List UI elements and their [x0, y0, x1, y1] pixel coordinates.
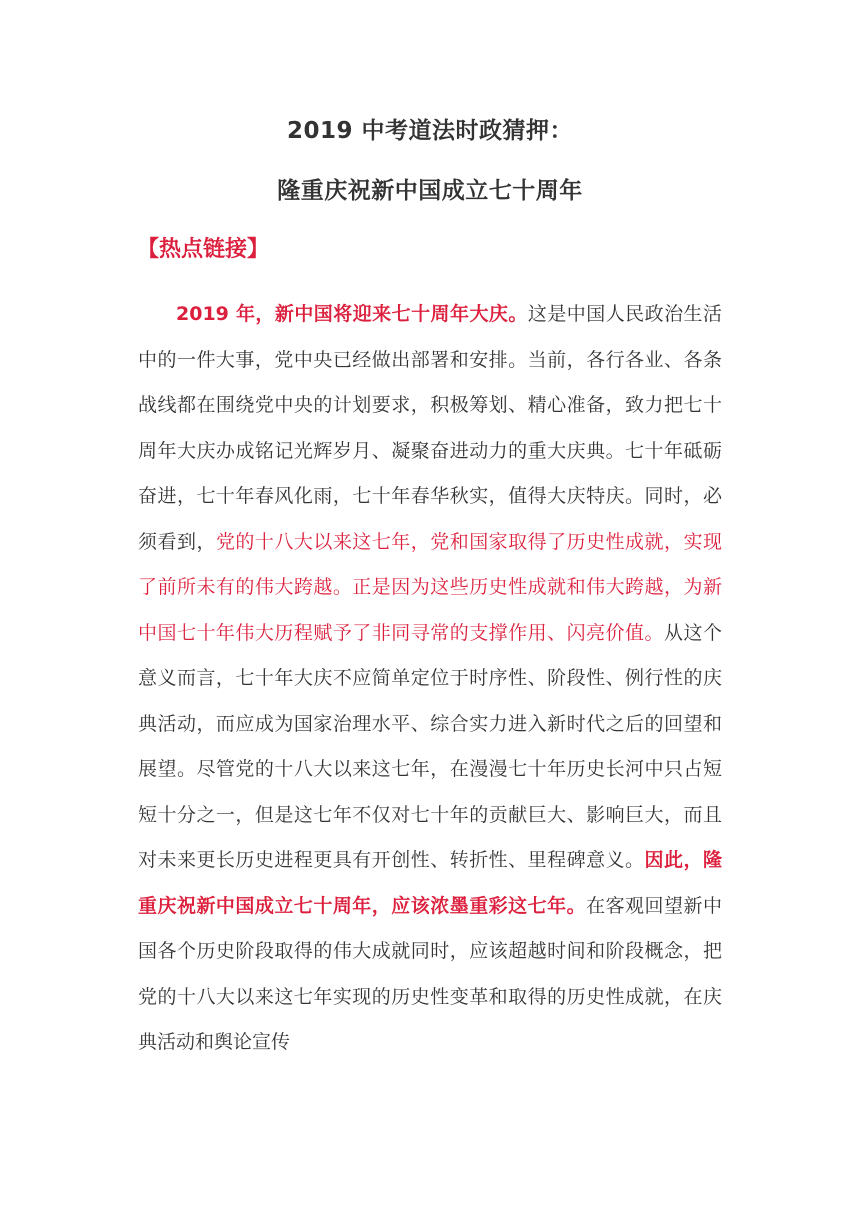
text-run-1: 2019 年，新中国将迎来七十周年大庆。 [176, 303, 528, 325]
text-run-6: 在客观回望新中国各个历史阶段取得的伟大成就同时，应该超越时间和阶段概念，把党的十八大以来这七年实现的历史性变革和取得的历史性成就，在庆典活动和舆论宣传 [138, 894, 722, 1053]
document-title-line1: 2019 中考道法时政猜押： [286, 118, 574, 144]
body-paragraph [138, 292, 722, 1066]
section-heading: 【热点链接】 [137, 237, 270, 262]
text-run-4: 从这个意义而言，七十年大庆不应简单定位于时序性、阶段性、例行性的庆典活动，而应成为国家治理水平、综合实力进入新时代之后的回望和展望。尽管党的十八大以来这七年，在漫漫七十年历史长河中只占短短十分之一，但是这七年不仅对七十年的贡献巨大、影响巨大，而且对未来更长历史进程更具有开创性、转折性、里程碑意义。 [138, 621, 722, 871]
text-run-2: 这是中国人民政治生活中的一件大事，党中央已经做出部署和安排。当前，各行各业、各条战线都在围绕党中央的计划要求，积极筹划、精心准备，致力把七十周年大庆办成铭记光辉岁月、凝聚奋进动力的重大庆典。七十年砥砺奋进，七十年春风化雨，七十年春华秋实，值得大庆特庆。同时，必须看到， [138, 303, 722, 553]
text-run-3: 党的十八大以来这七年，党和国家取得了历史性成就，实现了前所未有的伟大跨越。正是因为这些历史性成就和伟大跨越，为新中国七十年伟大历程赋予了非同寻常的支撑作用、闪亮价值。 [138, 530, 722, 644]
document-title-line2: 隆重庆祝新中国成立七十周年 [277, 178, 583, 204]
text-run-5: 因此，隆重庆祝新中国成立七十周年，应该浓墨重彩这七年。 [138, 849, 722, 917]
